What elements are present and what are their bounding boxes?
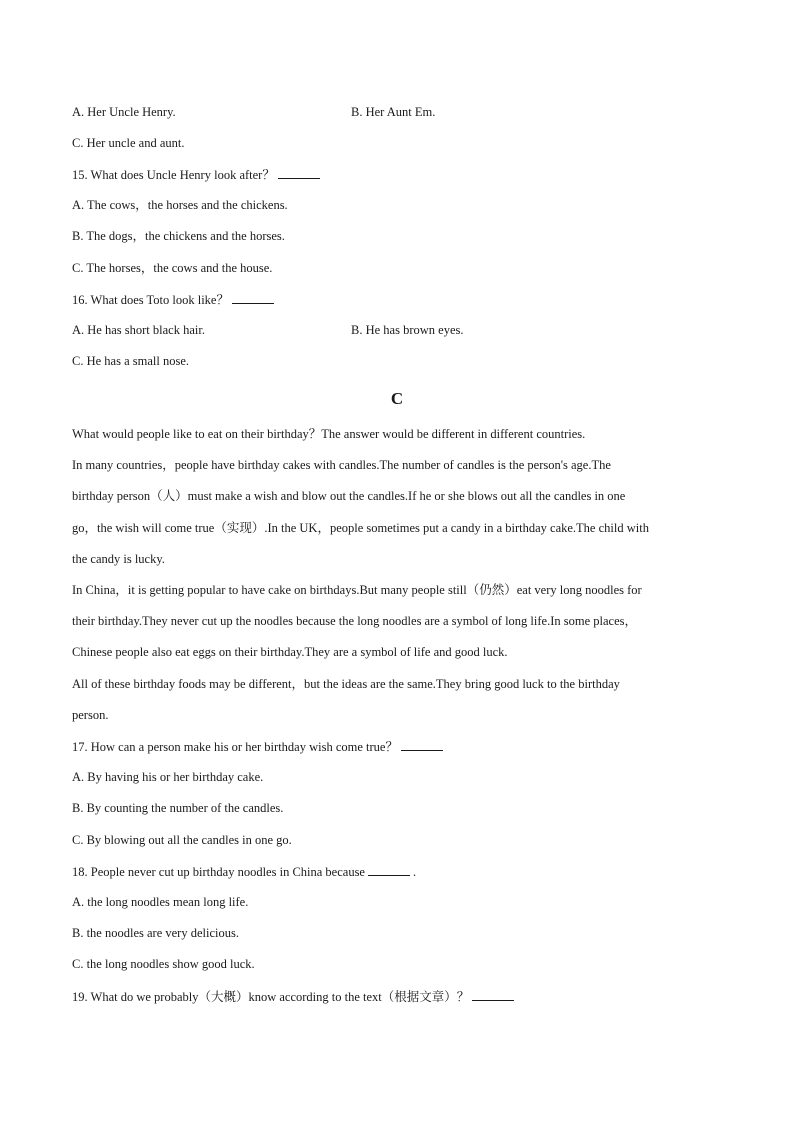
passage-line: All of these birthday foods may be different，but the ideas are the same.They bring good luck to the birthday (72, 677, 620, 691)
passage-line: go，the wish will come true（实现）.In the UK，people sometimes put a candy in a birthday cake.The child with (72, 521, 649, 535)
q16-question (72, 291, 274, 308)
q18-question (72, 863, 416, 880)
q14-option-c: C. Her uncle and aunt. (72, 136, 185, 150)
q17-question (72, 738, 443, 755)
q15-option-a: A. The cows，the horses and the chickens. (72, 198, 288, 212)
passage-line: the candy is lucky. (72, 552, 165, 566)
q16-option-b: B. He has brown eyes. (351, 323, 464, 337)
q15-option-b: B. The dogs，the chickens and the horses. (72, 229, 285, 243)
q17-option-b: B. By counting the number of the candles. (72, 801, 284, 815)
passage-line: Chinese people also eat eggs on their birthday.They are a symbol of life and good luck. (72, 645, 508, 659)
q19-question-text: 19. What do we probably（大概）know according to the text（根据文章）？ (72, 990, 470, 1004)
q18-question-end: . (412, 865, 417, 879)
q16-option-a: A. He has short black hair. (72, 323, 205, 337)
q17-option-a: A. By having his or her birthday cake. (72, 770, 264, 784)
passage-line: person. (72, 708, 109, 722)
q16-option-c: C. He has a small nose. (72, 354, 189, 368)
q19-question (72, 988, 514, 1005)
section-c-heading: C (390, 389, 404, 408)
q18-option-b: B. the noodles are very delicious. (72, 926, 239, 940)
q15-option-c: C. The horses，the cows and the house. (72, 261, 273, 275)
q16-answer-blank (232, 291, 274, 304)
passage-line: What would people like to eat on their birthday？The answer would be different in different countries. (72, 427, 586, 441)
passage-line: In many countries，people have birthday cakes with candles.The number of candles is the person's age.The (72, 458, 611, 472)
q19-answer-blank (472, 988, 514, 1001)
q14-option-b: B. Her Aunt Em. (351, 105, 436, 119)
passage-line: their birthday.They never cut up the noodles because the long noodles are a symbol of long life.In some places， (72, 614, 637, 628)
passage-line: birthday person（人）must make a wish and blow out the candles.If he or she blows out all the candles in one (72, 489, 626, 503)
passage-line: In China，it is getting popular to have cake on birthdays.But many people still（仍然）eat very long noodles for (72, 583, 642, 597)
q18-option-a: A. the long noodles mean long life. (72, 895, 249, 909)
q18-answer-blank (368, 863, 410, 876)
q17-option-c: C. By blowing out all the candles in one go. (72, 833, 292, 847)
q18-option-c: C. the long noodles show good luck. (72, 957, 255, 971)
q15-question-text: 15. What does Uncle Henry look after？ (72, 168, 275, 182)
q17-question-text: 17. How can a person make his or her birthday wish come true？ (72, 740, 398, 754)
q17-answer-blank (401, 738, 443, 751)
q16-question-text: 16. What does Toto look like？ (72, 293, 229, 307)
q15-answer-blank (278, 166, 320, 179)
q18-question-text: 18. People never cut up birthday noodles in China because (72, 865, 365, 879)
q14-option-a: A. Her Uncle Henry. (72, 105, 176, 119)
q15-question (72, 166, 320, 183)
